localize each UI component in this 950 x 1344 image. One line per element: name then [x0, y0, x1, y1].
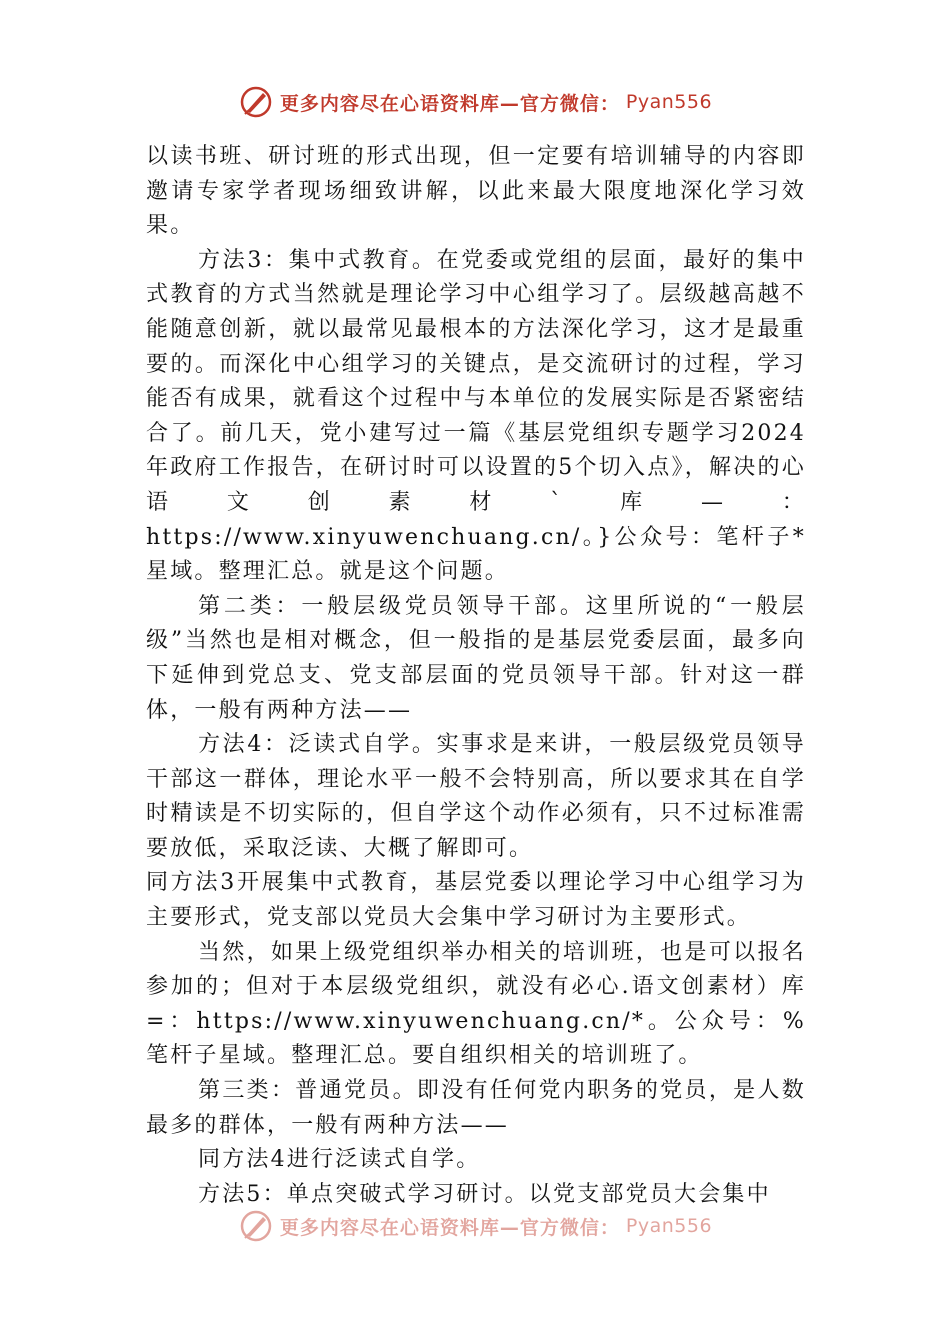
watermark-text: 更多内容尽在心语资料库—官方微信： [279, 1216, 620, 1239]
watermark-text: 更多内容尽在心语资料库—官方微信： [279, 92, 620, 115]
paragraph-category-2: 第二类：一般层级党员领导干部。这里所说的“一般层级”当然也是相对概念，但一般指的是基层党委层面，最多向下延伸到党总支、党支部层面的党员领导干部。针对这一群体，一般有两种方法—— [146, 593, 806, 723]
watermark-banner-bottom [0, 1208, 950, 1244]
paragraph-method-4: 方法4：泛读式自学。实事求是来讲，一般层级党员领导干部这一群体，理论水平一般不会特别高，所以要求其在自学时精读是不切实际的，但自学这个动作必须有，只不过标准需要放低，采取泛读、大概了解即可。 [146, 732, 806, 861]
paragraph-training: 当然，如果上级党组织举办相关的培训班，也是可以报名参加的；但对于本层级党组织，就没有必心.语文创素材）库=：https://www.xinyuwenchuang.cn/*。公众号：%笔杆子星域。整理汇总。要自组织相关的培训班了。 [146, 939, 806, 1069]
paragraph-same-method-3: 同方法3开展集中式教育，基层党委以理论学习中心组学习为主要形式，党支部以党员大会集中学习研讨为主要形式。 [146, 870, 806, 931]
paragraph-1: 以读书班、研讨班的形式出现，但一定要有培训辅导的内容即邀请专家学者现场细致讲解，以此来最大限度地深化学习效果。 [146, 144, 806, 239]
watermark-banner-top [0, 84, 950, 120]
paragraph-method-3: 方法3：集中式教育。在党委或党组的层面，最好的集中式教育的方式当然就是理论学习中心组学习了。层级越高越不能随意创新，就以最常见最根本的方法深化学习，这才是最重要的。而深化中心组学习的关键点，是交流研讨的过程，学习能否有成果，就看这个过程中与本单位的发展实际是否紧密结合了。前几天，党小建写过一篇《基层党组织专题学习2024年政府工作报告，在研讨时可以设置的5个切入点》，解决的心语文创素材`库—：https://www.xinyuwenchuang.cn/。}公众号：笔杆子*星域。整理汇总。就是这个问题。 [146, 247, 806, 585]
document-body [146, 140, 806, 1212]
paragraph-method-5: 方法5：单点突破式学习研讨。以党支部党员大会集中 [198, 1181, 771, 1207]
paragraph-same-method-4: 同方法4进行泛读式自学。 [198, 1147, 481, 1173]
watermark-wechat-id: Pyan556 [625, 91, 713, 113]
watermark-wechat-id: Pyan556 [625, 1215, 713, 1237]
quill-logo-icon [238, 84, 274, 120]
quill-logo-icon [238, 1208, 274, 1244]
paragraph-category-3: 第三类：普通党员。即没有任何党内职务的党员，是人数最多的群体，一般有两种方法—— [146, 1078, 806, 1138]
